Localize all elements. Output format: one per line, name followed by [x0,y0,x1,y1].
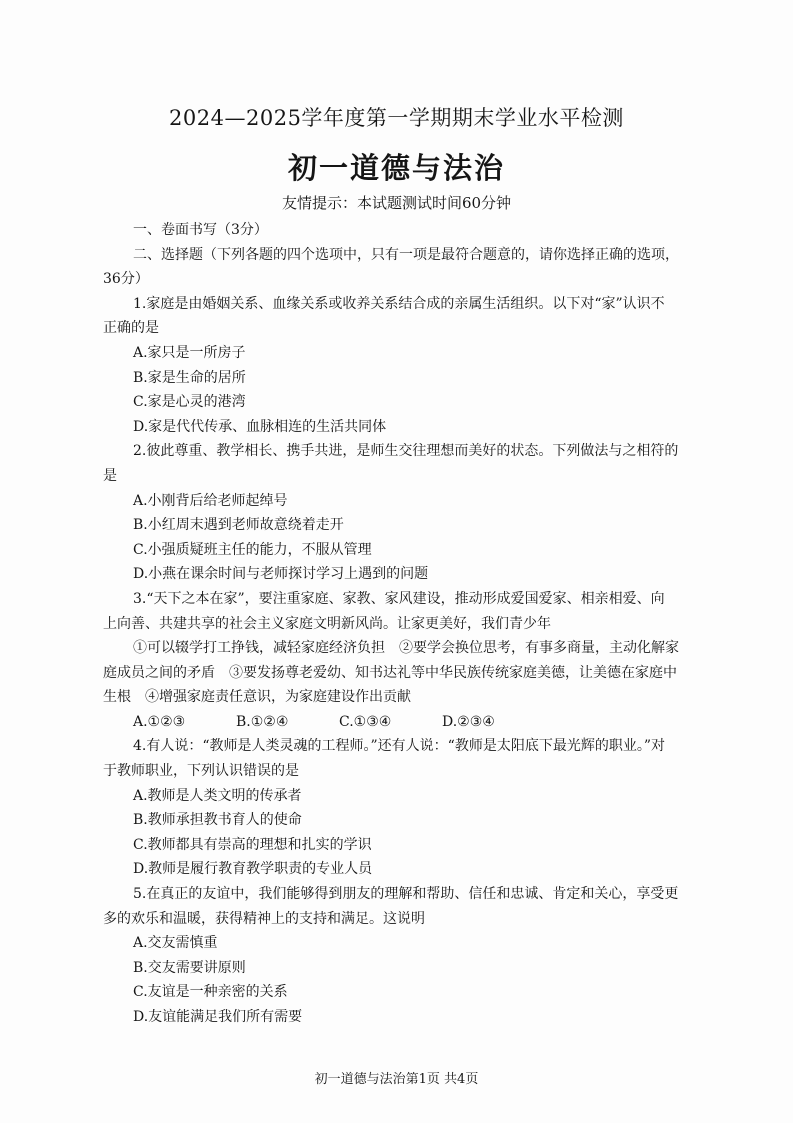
question-3-stem-line-2: 上向善、共建共享的社会主义家庭文明新风尚。让家更美好，我们青少年 [103,615,551,632]
question-3-stem-line-1: 3.“天下之本在家”，要注重家庭、家教、家风建设，推动形成爱国爱家、相亲相爱、向 [133,590,665,607]
question-1-stem-line-1: 1.家庭是由婚姻关系、血缘关系或收养关系结合成的亲属生活组织。以下对“家”认识不 [133,295,665,312]
question-2-stem-line-1: 2.彼此尊重、教学相长、携手共进，是师生交往理想而美好的状态。下列做法与之相符的 [133,443,679,460]
question-3-option-c: C.①③④ [339,713,392,730]
question-2-option-a: A.小刚背后给老师起绰号 [133,492,288,509]
question-5-option-a: A.交友需慎重 [133,935,218,952]
question-4-stem-line-1: 4.有人说：“教师是人类灵魂的工程师。”还有人说：“教师是太阳底下最光辉的职业。”对 [133,738,665,755]
question-5-stem-line-2: 多的欢乐和温暖，获得精神上的支持和满足。这说明 [103,910,425,927]
exam-title: 2024—2025学年度第一学期期末学业水平检测 [169,106,624,130]
question-2-option-b: B.小红周末遇到老师故意绕着走开 [133,517,344,534]
section-choice-line-1: 二、选择题（下列各题的四个选项中，只有一项是最符合题意的，请你选择正确的选项， [133,246,679,263]
question-3-statements-line-1: ①可以辍学打工挣钱，减轻家庭经济负担 ②要学会换位思考，有事多商量，主动化解家 [133,640,679,657]
question-1-option-b: B.家是生命的居所 [133,369,246,386]
question-1 [103,292,721,440]
question-5-option-c: C.友谊是一种亲密的关系 [133,984,288,1001]
section-handwriting: 一、卷面书写（3分） [133,222,268,238]
question-4 [103,734,721,882]
question-3-option-a: A.①②③ [133,713,186,730]
question-1-stem-line-2: 正确的是 [103,320,159,337]
section-choice-line-2: 36分） [103,271,149,288]
question-4-option-c: C.教师都具有崇高的理想和扎实的学识 [133,836,372,853]
question-4-option-b: B.教师承担教书育人的使命 [133,812,302,829]
question-1-option-c: C.家是心灵的港湾 [133,394,246,411]
question-4-option-d: D.教师是履行教育教学职责的专业人员 [133,861,373,878]
question-3-option-d: D.②③④ [442,713,495,730]
question-4-stem-line-2: 于教师职业，下列认识错误的是 [103,763,299,780]
question-1-option-a: A.家只是一所房子 [133,344,246,361]
question-5 [103,882,721,1030]
time-hint: 友情提示：本试题测试时间60分钟 [281,194,512,212]
question-2-option-d: D.小燕在课余时间与老师探讨学习上遇到的问题 [133,566,429,583]
question-2-stem-line-2: 是 [103,467,117,484]
question-3-options [103,710,721,735]
question-1-option-d: D.家是代代传承、血脉相连的生活共同体 [133,418,387,435]
exam-body [103,218,721,1030]
question-5-option-b: B.交友需要讲原则 [133,959,246,976]
question-2 [103,439,721,587]
question-3-statements-line-3: 生根 ④增强家庭责任意识，为家庭建设作出贡献 [103,689,411,706]
question-4-option-a: A.教师是人类文明的传承者 [133,787,302,804]
question-3-option-b: B.①②④ [236,713,289,730]
question-3 [103,587,721,735]
question-2-option-c: C.小强质疑班主任的能力，不服从管理 [133,541,372,558]
question-5-option-d: D.友谊能满足我们所有需要 [133,1009,303,1025]
page-footer: 初一道德与法治第1页 共4页 [314,1072,479,1087]
question-5-stem-line-1: 5.在真正的友谊中，我们能够得到朋友的理解和帮助、信任和忠诚、肯定和关心，享受更 [133,886,679,903]
question-3-statements-line-2: 庭成员之间的矛盾 ③要发扬尊老爱幼、知书达礼等中华民族传统家庭美德，让美德在家庭中 [103,664,677,681]
subject-title: 初一道德与法治 [287,151,505,185]
